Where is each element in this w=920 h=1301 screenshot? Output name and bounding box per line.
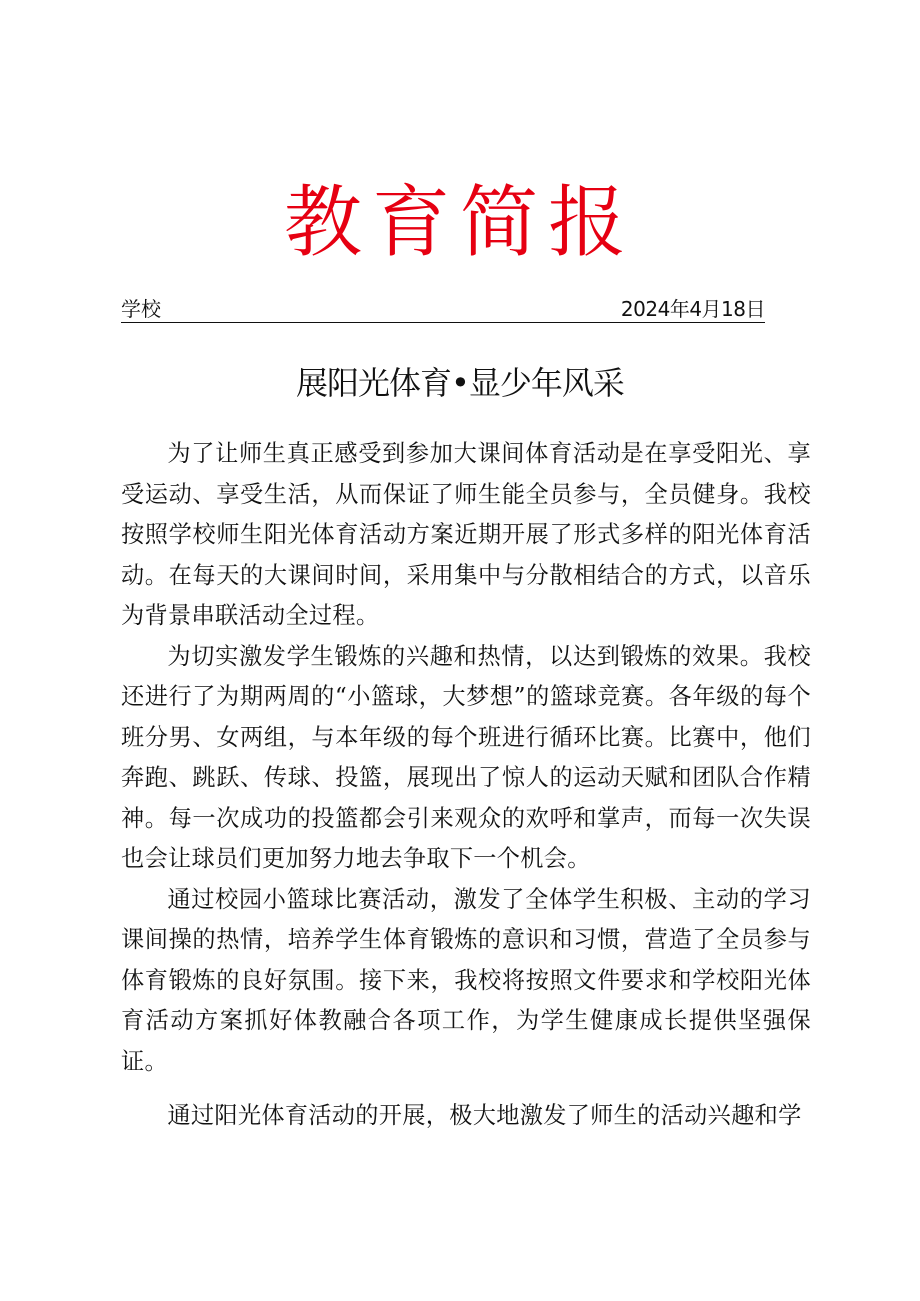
article-body — [121, 434, 811, 1137]
meta-row — [121, 296, 765, 323]
article-title: 展阳光体育•显少年风采 — [296, 364, 624, 402]
school-label: 学校 — [121, 297, 161, 321]
newsletter-masthead: 教育简报 — [283, 178, 636, 268]
issue-date: 2024年4月18日 — [620, 297, 765, 321]
paragraph-3: 通过校园小篮球比赛活动，激发了全体学生积极、主动的学习课间操的热情，培养学生体育锻炼的意识和习惯，营造了全员参与体育锻炼的良好氛围。接下来，我校将按照文件要求和学校阳光体育活动方案抓好体教融合各项工作，为学生健康成长提供坚强保证。 — [121, 885, 811, 1075]
paragraph-4: 通过阳光体育活动的开展，极大地激发了师生的活动兴趣和学 — [167, 1102, 802, 1129]
paragraph-2: 为切实激发学生锻炼的兴趣和热情，以达到锻炼的效果。我校还进行了为期两周的“小篮球，大梦想”的篮球竞赛。各年级的每个班分男、女两组，与本年级的每个班进行循环比赛。比赛中，他们奔跑、跳跃、传球、投篮，展现出了惊人的运动天赋和团队合作精神。每一次成功的投篮都会引来观众的欢呼和掌声，而每一次失误也会让球员们更加努力地去争取下一个机会。 — [121, 642, 811, 872]
paragraph-1: 为了让师生真正感受到参加大课间体育活动是在享受阳光、享受运动、享受生活，从而保证了师生能全员参与，全员健身。我校按照学校师生阳光体育活动方案近期开展了形式多样的阳光体育活动。在每天的大课间时间，采用集中与分散相结合的方式，以音乐为背景串联活动全过程。 — [121, 440, 811, 629]
